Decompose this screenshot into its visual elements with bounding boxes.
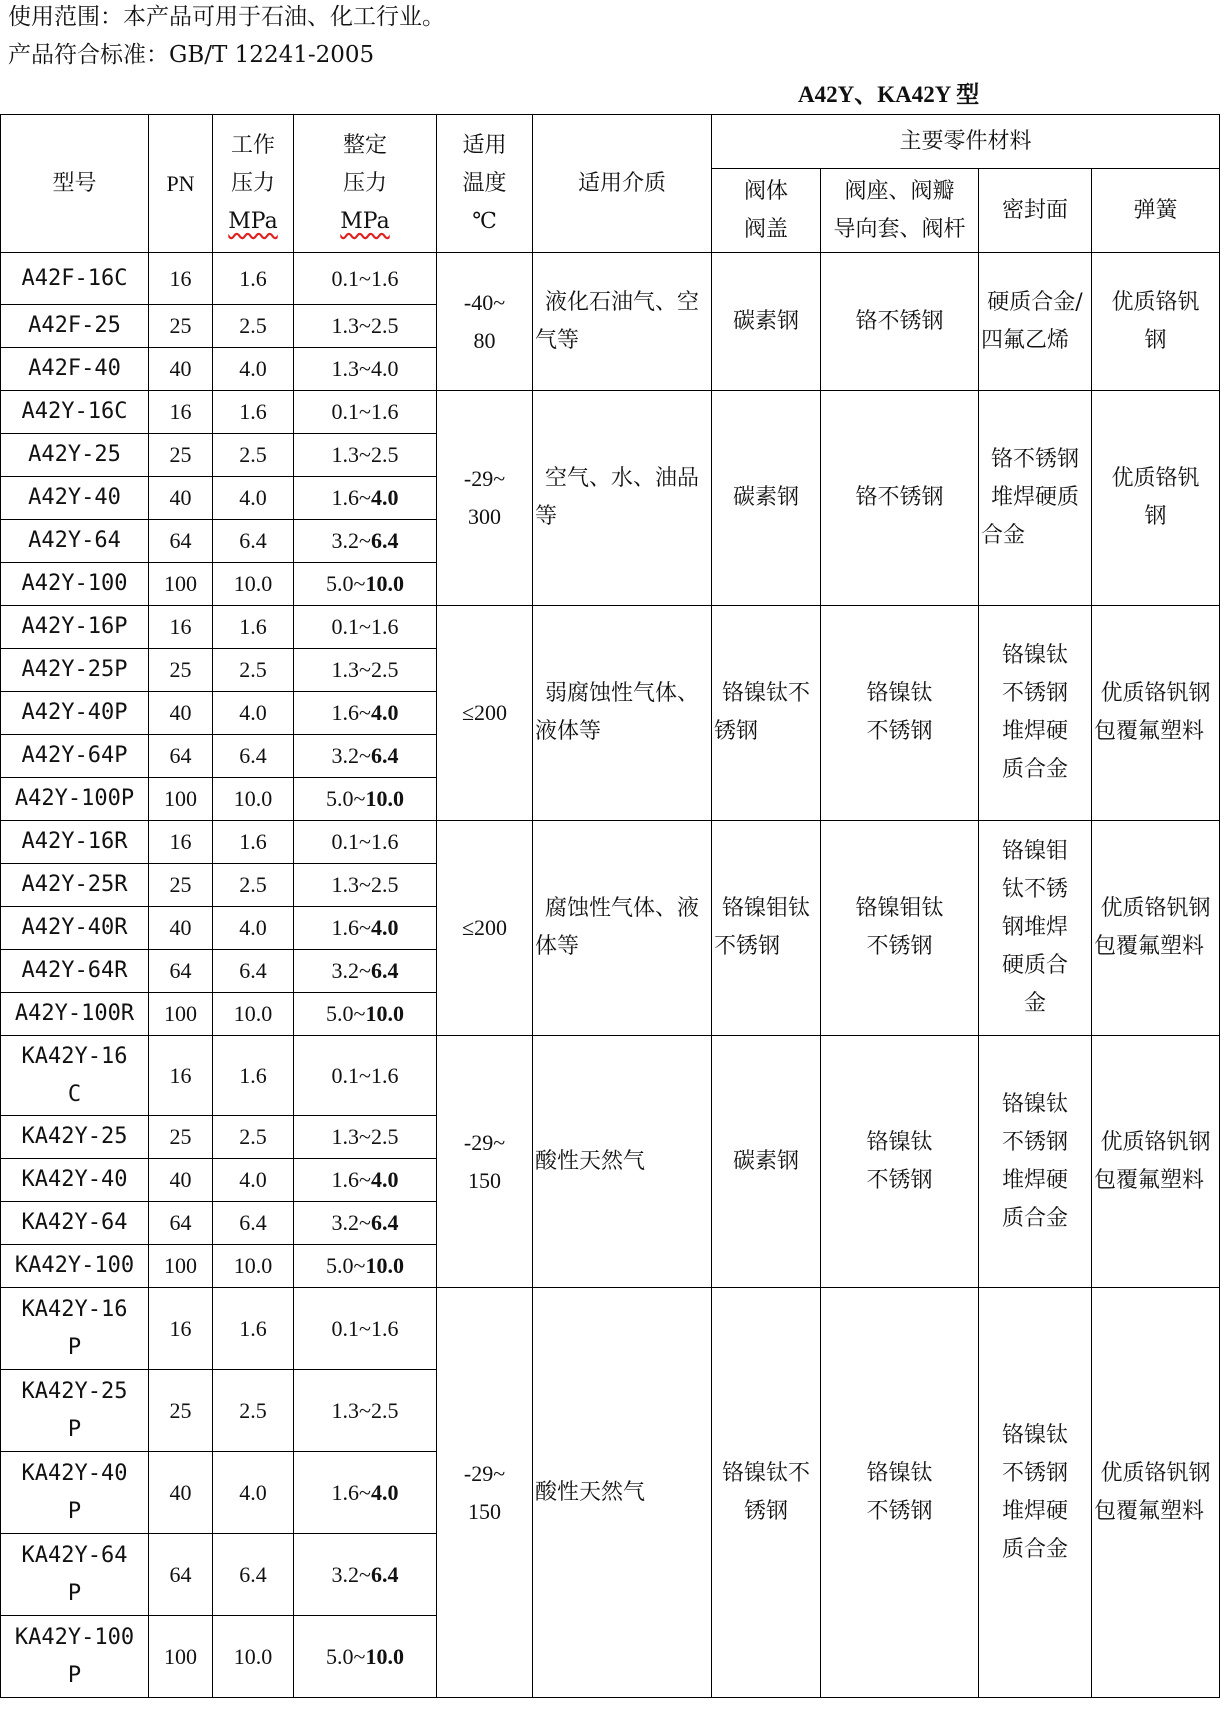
cell-sealing-material: 铬镍钛 不锈钢 堆焊硬 质合金 [979, 606, 1092, 821]
cell-set-pressure [294, 563, 437, 606]
set-pressure-low: 5.0~ [326, 1643, 366, 1669]
set-pressure-low: 1.6~ [331, 485, 371, 510]
set-pressure-low: 3.2~ [331, 528, 371, 553]
cell-model: A42Y-64 [1, 520, 149, 563]
cell-work-pressure: 1.6 [213, 1288, 294, 1370]
cell-set-pressure [294, 1036, 437, 1116]
set-pressure-low: 5.0~ [326, 1001, 366, 1026]
set-pressure-high: 10.0 [365, 786, 404, 811]
cell-set-pressure [294, 348, 437, 391]
table-row [1, 1288, 1220, 1370]
cell-sealing-material: 铬镍钛 不锈钢 堆焊硬 质合金 [979, 1288, 1092, 1698]
cell-sealing-material: 硬质合金/四氟乙烯 [979, 253, 1092, 391]
cell-model: A42Y-64P [1, 735, 149, 778]
cell-spring-material: 优质铬钒钢包覆氟塑料 [1092, 606, 1220, 821]
set-pressure-high: 4.0 [370, 700, 399, 725]
header-set-pressure-text: 整定 压力 MPa [340, 132, 390, 234]
cell-set-pressure [294, 1616, 437, 1698]
cell-pn: 40 [149, 477, 213, 520]
set-pressure-low: 3.2~ [331, 1210, 371, 1235]
table-row [1, 391, 1220, 434]
cell-temperature: -29~ 150 [437, 1036, 533, 1288]
cell-sealing-material: 铬镍钼 钛不锈 钢堆焊 硬质合 金 [979, 821, 1092, 1036]
cell-pn: 100 [149, 1616, 213, 1698]
cell-pn: 16 [149, 1036, 213, 1116]
cell-seat-material: 铬镍钛 不锈钢 [821, 1036, 979, 1288]
set-pressure-high: 1.6 [370, 1315, 399, 1341]
cell-model: A42Y-40P [1, 692, 149, 735]
cell-model: KA42Y-100 [1, 1245, 149, 1288]
header-seat-disc: 阀座、阀瓣 导向套、阀杆 [821, 169, 979, 253]
cell-set-pressure [294, 821, 437, 864]
set-pressure-high: 1.6 [370, 1062, 399, 1088]
valve-spec-table [0, 114, 1220, 1698]
set-pressure-high: 6.4 [370, 528, 399, 553]
set-pressure-low: 1.3~ [331, 356, 371, 381]
cell-work-pressure: 10.0 [213, 778, 294, 821]
set-pressure-low: 3.2~ [331, 958, 371, 983]
cell-pn: 25 [149, 1116, 213, 1159]
set-pressure-low: 0.1~ [331, 1315, 371, 1341]
scope-text: 使用范围：本产品可用于石油、化工行业。 [8, 4, 445, 30]
set-pressure-high: 1.6 [370, 614, 399, 639]
cell-model: A42Y-40 [1, 477, 149, 520]
cell-set-pressure [294, 1159, 437, 1202]
header-set-pressure [294, 115, 437, 253]
cell-work-pressure: 2.5 [213, 864, 294, 907]
cell-pn: 40 [149, 692, 213, 735]
set-pressure-high: 10.0 [365, 1253, 404, 1278]
set-pressure-low: 5.0~ [326, 786, 366, 811]
set-pressure-low: 1.3~ [331, 313, 371, 338]
cell-set-pressure [294, 993, 437, 1036]
table-row [1, 606, 1220, 649]
cell-work-pressure: 10.0 [213, 993, 294, 1036]
cell-work-pressure: 6.4 [213, 1534, 294, 1616]
cell-set-pressure [294, 253, 437, 305]
header-spring: 弹簧 [1092, 169, 1220, 253]
set-pressure-high: 6.4 [370, 958, 399, 983]
cell-medium: 空气、水、油品等 [533, 391, 712, 606]
set-pressure-low: 1.6~ [331, 1479, 371, 1505]
cell-sealing-material: 铬不锈钢堆焊硬质合金 [979, 391, 1092, 606]
cell-set-pressure [294, 606, 437, 649]
cell-pn: 100 [149, 1245, 213, 1288]
cell-model: A42Y-40R [1, 907, 149, 950]
cell-model: A42Y-25 [1, 434, 149, 477]
cell-pn: 25 [149, 434, 213, 477]
cell-pn: 100 [149, 993, 213, 1036]
cell-pn: 16 [149, 253, 213, 305]
cell-set-pressure [294, 735, 437, 778]
set-pressure-high: 1.6 [370, 829, 399, 854]
header-work-pressure-text: 工作 压力 MPa [228, 132, 278, 234]
cell-sealing-material: 铬镍钛 不锈钢 堆焊硬 质合金 [979, 1036, 1092, 1288]
cell-pn: 40 [149, 1159, 213, 1202]
set-pressure-low: 1.3~ [331, 1397, 371, 1423]
cell-pn: 64 [149, 1534, 213, 1616]
cell-set-pressure [294, 778, 437, 821]
cell-body-material: 碳素钢 [712, 391, 821, 606]
set-pressure-high: 2.5 [370, 313, 399, 338]
cell-model: A42F-25 [1, 305, 149, 348]
cell-seat-material: 铬镍钛 不锈钢 [821, 606, 979, 821]
set-pressure-low: 0.1~ [331, 265, 371, 291]
set-pressure-low: 3.2~ [331, 1561, 371, 1587]
cell-pn: 100 [149, 563, 213, 606]
cell-spring-material: 优质铬钒 钢 [1092, 253, 1220, 391]
cell-work-pressure: 2.5 [213, 1370, 294, 1452]
cell-model: KA42Y-40 P [1, 1452, 149, 1534]
set-pressure-high: 10.0 [365, 1643, 404, 1669]
standard-text: 产品符合标准：GB/T 12241-2005 [8, 42, 375, 68]
set-pressure-low: 0.1~ [331, 614, 371, 639]
set-pressure-high: 1.6 [370, 399, 399, 424]
cell-model: KA42Y-100 P [1, 1616, 149, 1698]
cell-model: A42Y-100P [1, 778, 149, 821]
cell-pn: 25 [149, 864, 213, 907]
cell-work-pressure: 2.5 [213, 305, 294, 348]
cell-pn: 40 [149, 907, 213, 950]
cell-work-pressure: 1.6 [213, 391, 294, 434]
set-pressure-high: 2.5 [370, 442, 399, 467]
cell-work-pressure: 4.0 [213, 692, 294, 735]
set-pressure-high: 2.5 [370, 657, 399, 682]
header-row-1 [1, 115, 1220, 169]
cell-model: A42Y-25P [1, 649, 149, 692]
cell-set-pressure [294, 305, 437, 348]
cell-set-pressure [294, 649, 437, 692]
header-temperature: 适用 温度 ℃ [437, 115, 533, 253]
cell-pn: 16 [149, 606, 213, 649]
cell-work-pressure: 1.6 [213, 1036, 294, 1116]
header-model: 型号 [1, 115, 149, 253]
cell-temperature: -40~ 80 [437, 253, 533, 391]
cell-medium: 腐蚀性气体、液体等 [533, 821, 712, 1036]
cell-pn: 25 [149, 649, 213, 692]
set-pressure-low: 1.3~ [331, 442, 371, 467]
cell-work-pressure: 6.4 [213, 735, 294, 778]
cell-model: A42Y-16R [1, 821, 149, 864]
cell-work-pressure: 4.0 [213, 348, 294, 391]
set-pressure-high: 6.4 [370, 743, 399, 768]
cell-set-pressure [294, 1534, 437, 1616]
cell-work-pressure: 10.0 [213, 1245, 294, 1288]
set-pressure-high: 2.5 [370, 872, 399, 897]
cell-work-pressure: 10.0 [213, 563, 294, 606]
cell-medium: 酸性天然气 [533, 1036, 712, 1288]
cell-set-pressure [294, 434, 437, 477]
cell-body-material: 碳素钢 [712, 1036, 821, 1288]
cell-set-pressure [294, 391, 437, 434]
set-pressure-high: 4.0 [370, 915, 399, 940]
unit-label: MPa [228, 208, 278, 234]
cell-model: A42F-40 [1, 348, 149, 391]
cell-work-pressure: 1.6 [213, 821, 294, 864]
set-pressure-low: 5.0~ [326, 1253, 366, 1278]
cell-pn: 40 [149, 1452, 213, 1534]
cell-model: A42Y-16P [1, 606, 149, 649]
cell-pn: 25 [149, 1370, 213, 1452]
cell-seat-material: 铬镍钛 不锈钢 [821, 1288, 979, 1698]
cell-model: A42Y-100R [1, 993, 149, 1036]
cell-pn: 64 [149, 950, 213, 993]
cell-work-pressure: 2.5 [213, 1116, 294, 1159]
set-pressure-low: 1.3~ [331, 872, 371, 897]
cell-temperature: ≤200 [437, 606, 533, 821]
cell-work-pressure: 2.5 [213, 649, 294, 692]
cell-pn: 64 [149, 1202, 213, 1245]
header-body-bonnet: 阀体 阀盖 [712, 169, 821, 253]
cell-work-pressure: 1.6 [213, 253, 294, 305]
cell-work-pressure: 4.0 [213, 1159, 294, 1202]
set-pressure-low: 0.1~ [331, 1062, 371, 1088]
header-work-pressure [213, 115, 294, 253]
cell-pn: 16 [149, 1288, 213, 1370]
set-pressure-low: 5.0~ [326, 571, 366, 596]
header-medium: 适用介质 [533, 115, 712, 253]
cell-model: A42Y-100 [1, 563, 149, 606]
set-pressure-high: 4.0 [370, 356, 399, 381]
cell-body-material: 碳素钢 [712, 253, 821, 391]
cell-set-pressure [294, 1288, 437, 1370]
cell-set-pressure [294, 1245, 437, 1288]
set-pressure-high: 10.0 [365, 571, 404, 596]
set-pressure-low: 1.3~ [331, 657, 371, 682]
set-pressure-high: 2.5 [370, 1124, 399, 1149]
cell-model: KA42Y-64 [1, 1202, 149, 1245]
set-pressure-low: 1.6~ [331, 1167, 371, 1192]
cell-pn: 64 [149, 735, 213, 778]
cell-temperature: -29~ 300 [437, 391, 533, 606]
cell-work-pressure: 6.4 [213, 950, 294, 993]
cell-pn: 16 [149, 821, 213, 864]
cell-spring-material: 优质铬钒 钢 [1092, 391, 1220, 606]
table-row [1, 821, 1220, 864]
header-materials: 主要零件材料 [712, 115, 1220, 169]
set-pressure-low: 1.3~ [331, 1124, 371, 1149]
cell-temperature: ≤200 [437, 821, 533, 1036]
set-pressure-low: 1.6~ [331, 915, 371, 940]
cell-set-pressure [294, 520, 437, 563]
cell-medium: 液化石油气、空气等 [533, 253, 712, 391]
cell-pn: 16 [149, 391, 213, 434]
cell-set-pressure [294, 1116, 437, 1159]
cell-pn: 40 [149, 348, 213, 391]
cell-set-pressure [294, 1370, 437, 1452]
cell-pn: 100 [149, 778, 213, 821]
cell-spring-material: 优质铬钒钢包覆氟塑料 [1092, 821, 1220, 1036]
table-row [1, 1036, 1220, 1116]
cell-model: KA42Y-16 C [1, 1036, 149, 1116]
cell-model: KA42Y-40 [1, 1159, 149, 1202]
cell-set-pressure [294, 692, 437, 735]
cell-body-material: 铬镍钛不锈钢 [712, 606, 821, 821]
table-row [1, 253, 1220, 305]
cell-model: KA42Y-16 P [1, 1288, 149, 1370]
cell-body-material: 铬镍钼钛不锈钢 [712, 821, 821, 1036]
cell-work-pressure: 4.0 [213, 907, 294, 950]
header-pn: PN [149, 115, 213, 253]
set-pressure-high: 2.5 [370, 1397, 399, 1423]
cell-model: A42Y-16C [1, 391, 149, 434]
cell-seat-material: 铬不锈钢 [821, 253, 979, 391]
unit-label: MPa [340, 208, 390, 234]
cell-seat-material: 铬不锈钢 [821, 391, 979, 606]
cell-pn: 64 [149, 520, 213, 563]
cell-model: A42F-16C [1, 253, 149, 305]
cell-spring-material: 优质铬钒钢包覆氟塑料 [1092, 1036, 1220, 1288]
cell-set-pressure [294, 864, 437, 907]
cell-set-pressure [294, 477, 437, 520]
cell-model: KA42Y-25 [1, 1116, 149, 1159]
cell-medium: 酸性天然气 [533, 1288, 712, 1698]
spec-table-body [1, 253, 1220, 1698]
set-pressure-high: 4.0 [370, 485, 399, 510]
cell-work-pressure: 1.6 [213, 606, 294, 649]
cell-medium: 弱腐蚀性气体、液体等 [533, 606, 712, 821]
cell-work-pressure: 6.4 [213, 520, 294, 563]
set-pressure-low: 0.1~ [331, 829, 371, 854]
cell-body-material: 铬镍钛不锈钢 [712, 1288, 821, 1698]
set-pressure-high: 10.0 [365, 1001, 404, 1026]
cell-work-pressure: 2.5 [213, 434, 294, 477]
cell-set-pressure [294, 1452, 437, 1534]
cell-model: A42Y-64R [1, 950, 149, 993]
cell-model: KA42Y-64 P [1, 1534, 149, 1616]
cell-pn: 25 [149, 305, 213, 348]
set-pressure-low: 1.6~ [331, 700, 371, 725]
cell-work-pressure: 6.4 [213, 1202, 294, 1245]
set-pressure-low: 3.2~ [331, 743, 371, 768]
cell-work-pressure: 4.0 [213, 1452, 294, 1534]
set-pressure-high: 4.0 [370, 1479, 399, 1505]
cell-spring-material: 优质铬钒钢包覆氟塑料 [1092, 1288, 1220, 1698]
set-pressure-high: 4.0 [370, 1167, 399, 1192]
cell-model: A42Y-25R [1, 864, 149, 907]
header-sealing-face: 密封面 [979, 169, 1092, 253]
set-pressure-high: 6.4 [370, 1210, 399, 1235]
cell-work-pressure: 4.0 [213, 477, 294, 520]
table-caption: A42Y、KA42Y 型 [798, 82, 980, 107]
set-pressure-high: 1.6 [370, 265, 399, 291]
set-pressure-high: 6.4 [370, 1561, 399, 1587]
cell-temperature: -29~ 150 [437, 1288, 533, 1698]
cell-set-pressure [294, 950, 437, 993]
cell-work-pressure: 10.0 [213, 1616, 294, 1698]
cell-set-pressure [294, 1202, 437, 1245]
cell-seat-material: 铬镍钼钛 不锈钢 [821, 821, 979, 1036]
set-pressure-low: 0.1~ [331, 399, 371, 424]
cell-model: KA42Y-25 P [1, 1370, 149, 1452]
cell-set-pressure [294, 907, 437, 950]
